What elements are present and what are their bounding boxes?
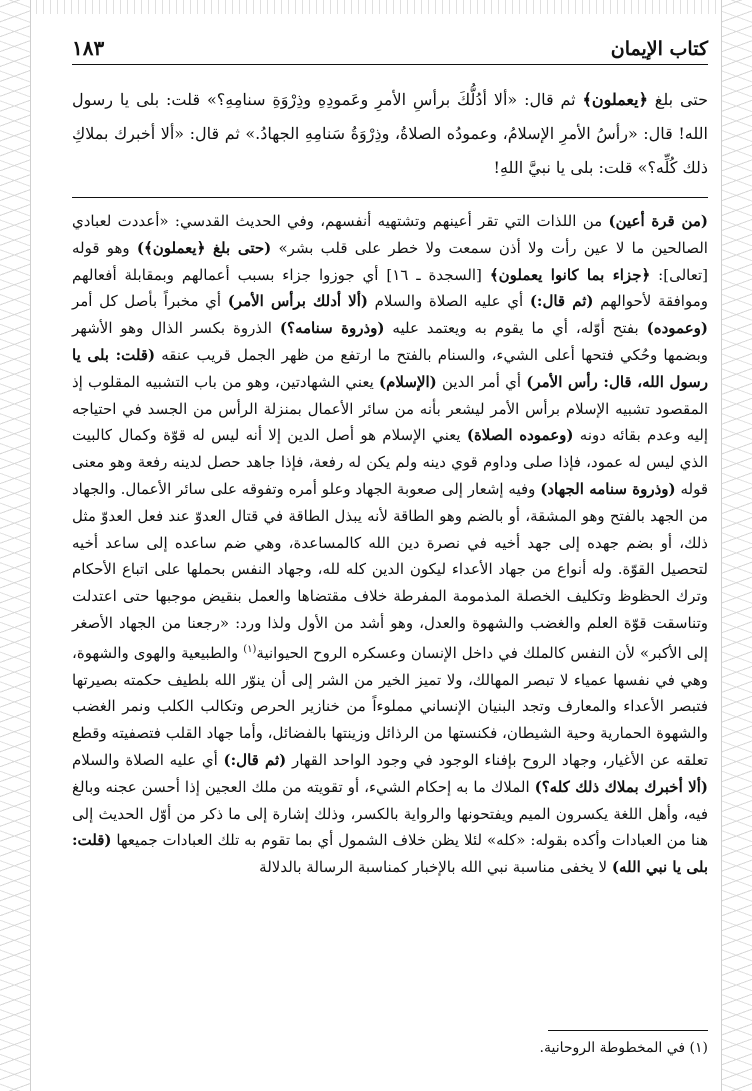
commentary-quote: (قلت: بلى يا رسول الله، قال: رأس الأمر) <box>72 345 708 391</box>
commentary-text-segment: يعني الإسلام هو أصل الدين إلا أنه ليس له قوّة وكمال كالبيت الذي ليس له عمود، فإذا صلى وداوم قوي دينه ولم يكن له رفعة، فإذا جاهد حصل لدينه رفعة وهو معنى قوله <box>72 426 708 498</box>
commentary-text-segment: وفيه إشعار إلى صعوبة الجهاد وعلو أمره وتفوقه على سائر الأعمال. والجهاد من الجهد بالفتح وهو المشقة، أو بالضم وهو الطاقة لأنه يبذل الطاقة في قتال العدوّ عند فعل العدوّ مثل ذلك، أو بضم جهده إلى جهد أخيه في نصرة دين الله كالمساعدة، وهي ضم ساعده إلى ساعد أخيه لتحصيل القوّة. وله أنواع من جهاد الأعداء ليكون الدين كله لله، وجهاد النفس بحملها على اتباع الأحكام وترك الحظوظ وتكليف الخصلة المذمومة المفرطة خلاف مقتضاها والعمل بنقيض موجبها حتى اعتدلت وتناسقت قوّة العلم والغضب والشهوة والعدل، وهو أشد من الأول ولذا ورد: «رجعنا من الجهاد الأصغر إلى الأكبر» لأن النفس كالملك في داخل الإنسان وعسكره الروح الحيوانية <box>72 479 708 662</box>
decorative-border-left <box>0 0 31 1091</box>
commentary-text-segment: أي عليه الصلاة والسلام <box>72 750 224 769</box>
commentary-text-segment: الملاك ما به إحكام الشيء، أو تقويته من ملك العجين إذا أحسن عجنه وبالغ فيه، وأهل اللغة يكسرون الميم ويفتحونها والرواية بالكسر، وذلك إشارة إلى ما ذكر من أوّل الحديث إلى هنا من العبادات وأكده بقوله: «كله» لئلا يظن خلاف الشمول أي بما تقوم به تلك العبادات جميعها <box>72 777 708 850</box>
commentary-quote: (وعموده الصلاة) <box>466 426 574 445</box>
commentary-text-segment: من اللذات التي تقر أعينهم وتشتهيه أنفسهم، وفي الحديث القدسي: «أعددت لعبادي الصالحين ما لا عين رأت ولا أذن سمعت ولا خطر على قلب بشر» <box>72 212 708 257</box>
footnote-text: في المخطوطة الروحانية. <box>539 1040 690 1056</box>
commentary-quote: ﴿جزاء بما كانوا يعملون﴾ <box>489 265 651 284</box>
commentary-quote: (وذروة سنامه الجهاد) <box>540 479 676 498</box>
commentary-quote: (وعموده) <box>646 319 708 338</box>
commentary-text-segment: الذروة بكسر الذال وهو الأشهر وبضمها وحُكي فتحها أعلى الشيء، والسنام بالفتح ما ارتفع من ظهر الجمل قريب عنقه <box>72 319 708 364</box>
footnote <box>540 1040 708 1056</box>
footnote-number: (١) <box>689 1040 708 1056</box>
commentary-text-segment: أي مخبراً بأصل كل أمر <box>72 292 228 311</box>
hadith-text <box>72 83 708 198</box>
page-number: ١٨٣ <box>72 36 105 60</box>
commentary-text-segment: لا يخفى مناسبة نبي الله بالإخبار كمناسبة الرسالة بالدلالة <box>259 858 612 877</box>
hadith-text-segment: حتى بلغ <box>647 90 708 109</box>
commentary-text-segment: أي أمر الدين <box>436 372 527 391</box>
commentary-text-segment: يعني الشهادتين، وهو من باب التشبيه المقلوب إذ المقصود تشبيه الإسلام برأس الأمر ليشعر بأنه من سائر الأعمال بمنزلة الرأس من الجسد في احتياجه إليه وعدم بقائه دونه <box>72 372 708 445</box>
decorative-border-top <box>30 0 722 14</box>
book-page <box>72 30 708 1080</box>
commentary-text-segment: والطبيعية والهوى والشهوة، وهي في نفسها عمياء لا تبصر المهالك، ولا تميز الخير من الشر إلى أن ينوّر الله بلطيف حكمته بصيرتها فتبصر الأعداء والمعارف وتجد البنيان الإنساني مملوءاً من خنازير الحرص وتكالب الكلب ونمر الغضب والشهوة الحمارية وحية الشيطان، فكنستها من الرذائل وزينتها بالفضائل، وأما جهاد القلب فتصفيته وقطع تعلقه عن الأغيار، وجهاد الروح بإفناء الوجود في وجود الواحد القهار <box>72 643 708 769</box>
commentary-text-segment: وهو قوله [تعالى]: <box>72 238 708 284</box>
commentary-text-segment: [السجدة ـ ١٦] أي جوزوا جزاء بسبب أعمالهم وبمقابلة أفعالهم وموافقة لأحوالهم <box>72 265 708 311</box>
decorative-border-right <box>721 0 752 1091</box>
commentary-quote: (ثم قال:) <box>223 750 287 769</box>
commentary-quote: (حتى بلغ ﴿يعملون﴾) <box>136 238 272 257</box>
commentary-quote: (ألا أخبرك بملاك ذلك كله؟) <box>534 777 708 796</box>
commentary-quote: (وذروة سنامه؟) <box>279 319 385 338</box>
book-title: كتاب الإيمان <box>610 38 708 60</box>
commentary-text-segment: أي عليه الصلاة والسلام <box>367 292 530 311</box>
footnote-reference[interactable]: (١) <box>243 643 257 655</box>
hadith-quran-word: ﴿يعملون﴾ <box>582 90 648 109</box>
commentary-text-segment: بفتح أوّله، أي ما يقوم به ويعتمد عليه <box>384 319 647 338</box>
hadith-text-segment: ثم قال: «ألا أدُلُّكَ برأسِ الأمرِ وعَمودِهِ وذِرْوَةِ سنامِهِ؟» قلت: بلى يا رسول الله! قال: «رأسُ الأمرِ الإسلامُ، وعمودُه الصلاةُ، وذِرْوَةُ سَنامِهِ الجهادُ.» ثم قال: «ألا أخبرك بملاكِ ذلك كُلِّه؟» قلت: بلى يا نبيَّ اللهِ! <box>72 90 708 177</box>
commentary-quote: (قلت: بلى يا نبي الله) <box>72 831 708 877</box>
commentary-text <box>72 208 708 881</box>
commentary-quote: (ألا أدلك برأس الأمر) <box>227 292 368 311</box>
commentary-quote: (من قرة أعين) <box>608 212 709 230</box>
commentary-quote: (الإسلام) <box>379 372 437 391</box>
footnote-divider <box>548 1030 708 1031</box>
page-header <box>72 30 708 65</box>
commentary-quote: (ثم قال:) <box>529 292 594 311</box>
